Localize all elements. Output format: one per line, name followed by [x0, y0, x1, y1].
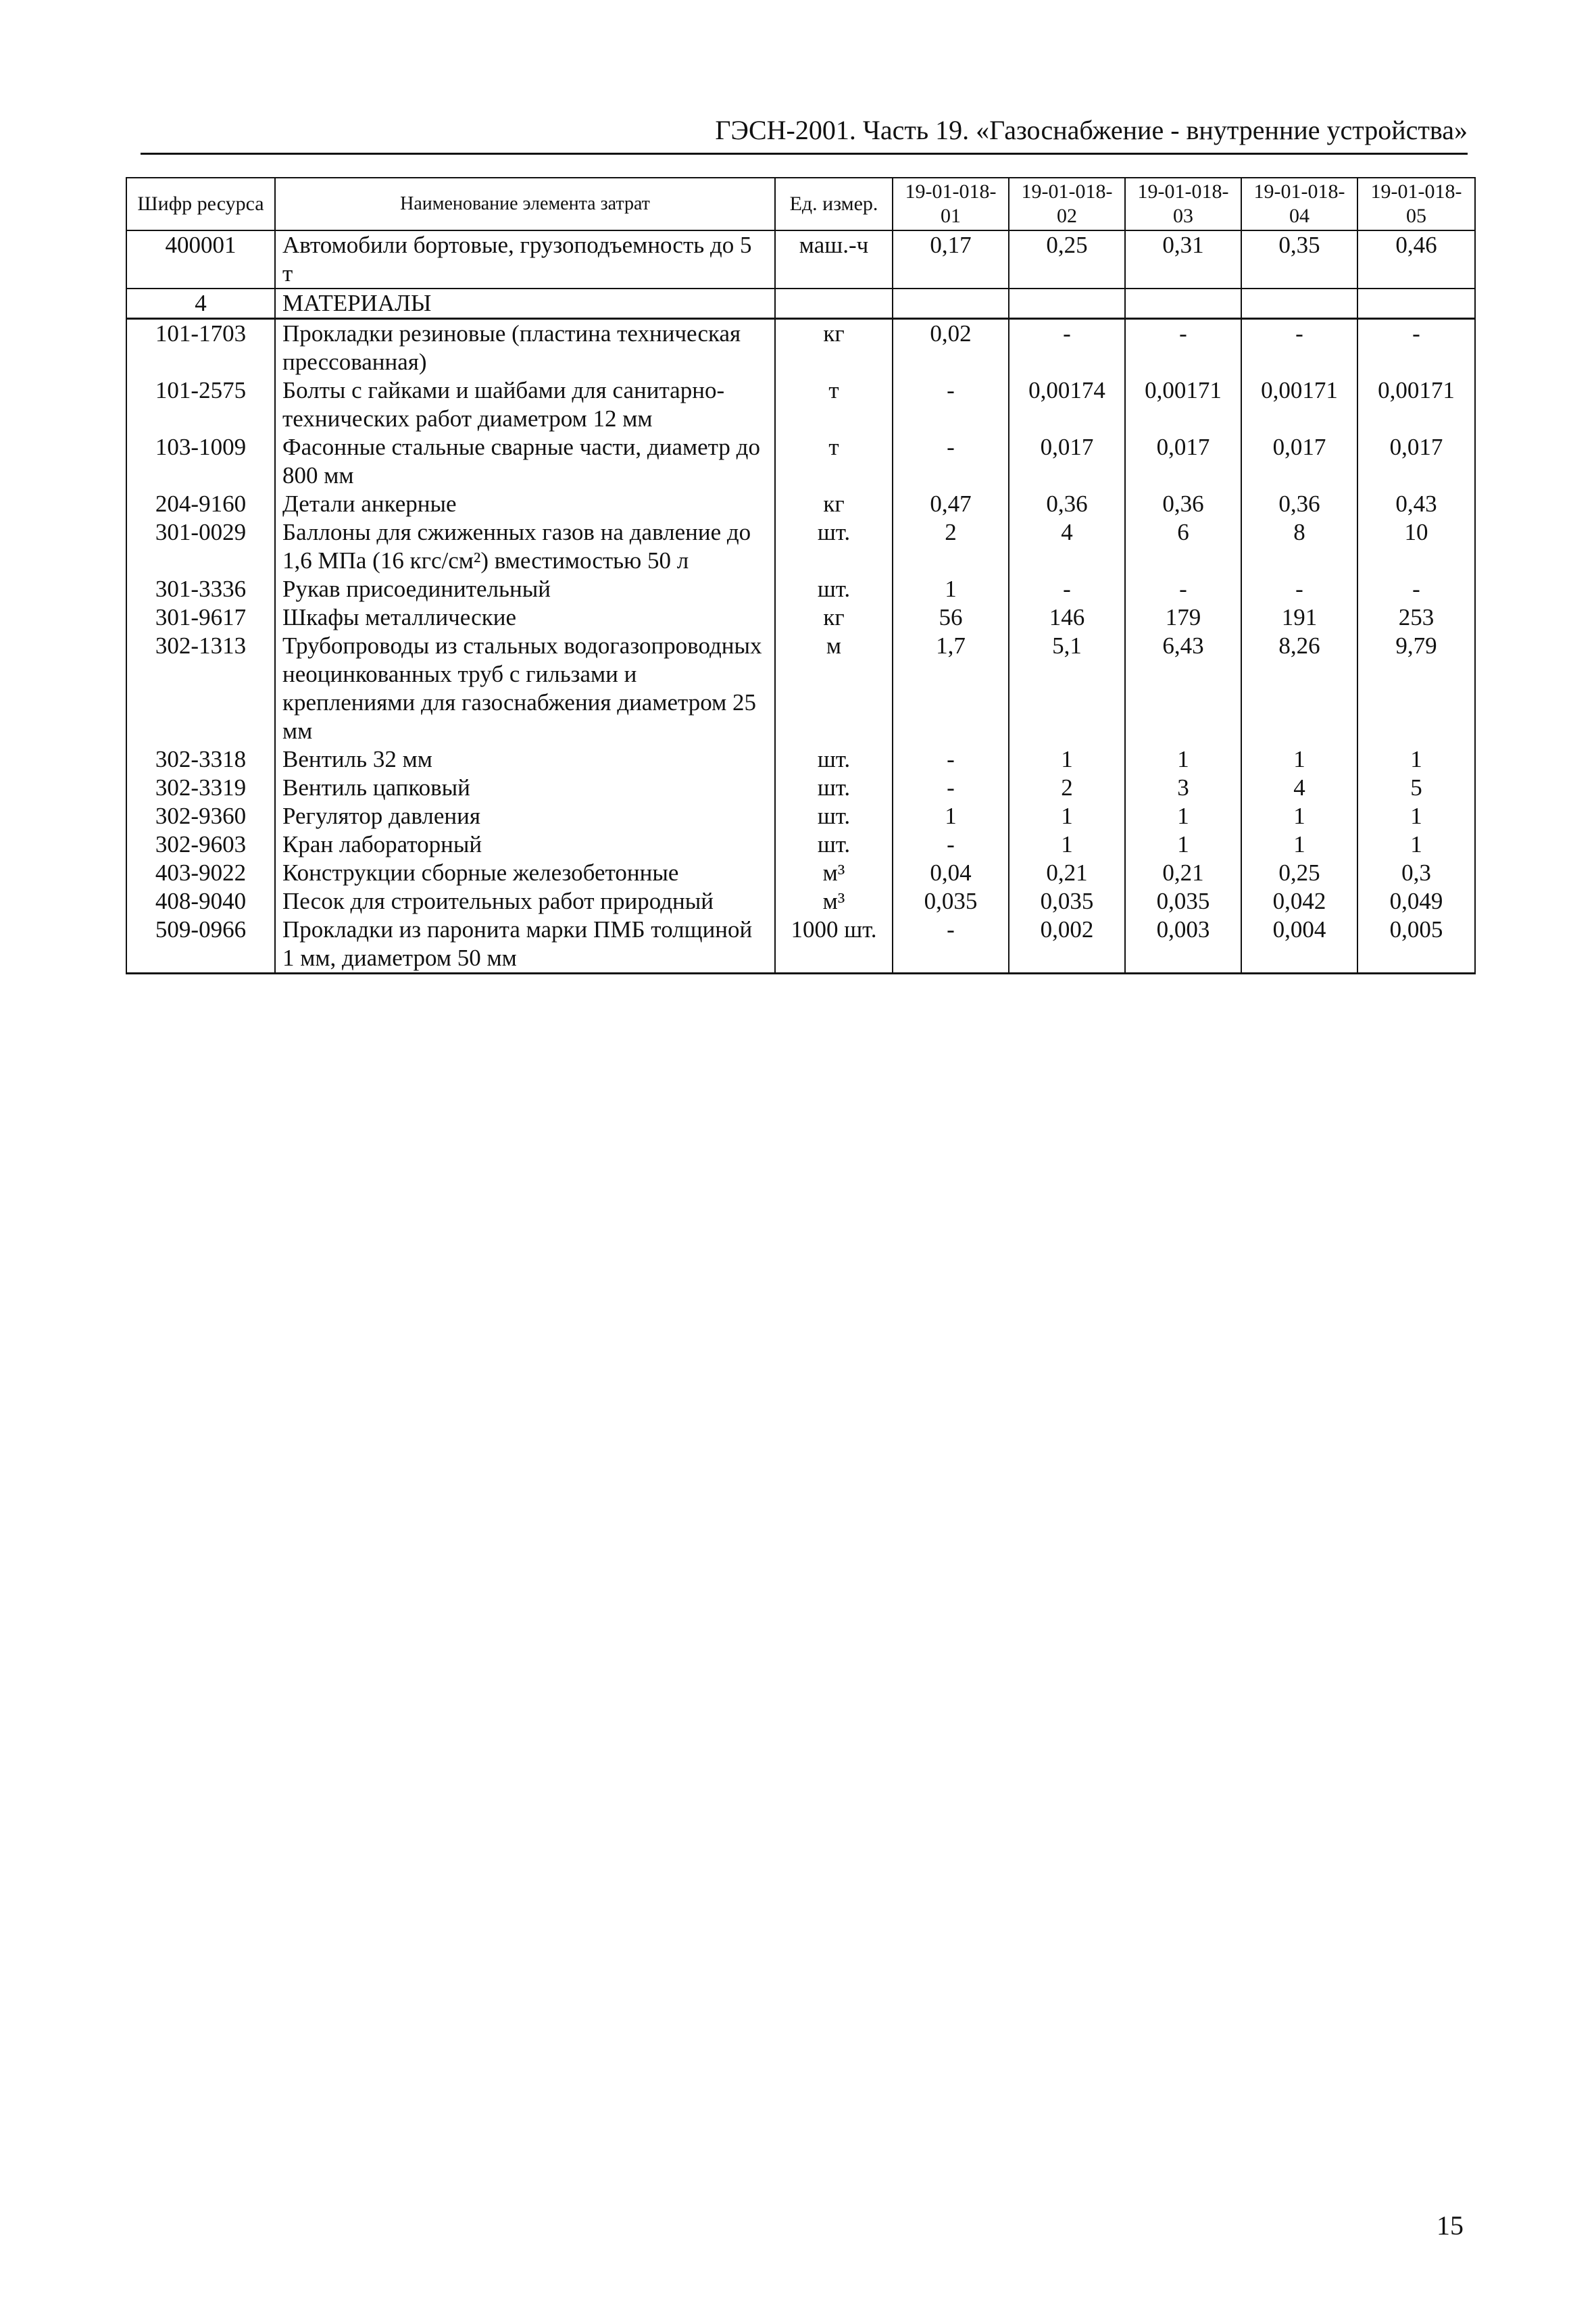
value-c5: - — [1357, 319, 1475, 377]
resource-unit: кг — [775, 603, 893, 632]
resource-code: 301-0029 — [126, 518, 275, 575]
value-c4: 4 — [1241, 774, 1357, 802]
value-c5: 0,017 — [1357, 433, 1475, 490]
value-c2: 0,36 — [1009, 490, 1125, 518]
value-c1: - — [893, 774, 1009, 802]
value-c3: 0,00171 — [1125, 376, 1241, 433]
table-row — [126, 490, 1475, 518]
col-header-c4: 19-01-018-04 — [1241, 178, 1357, 230]
resource-unit: м — [775, 632, 893, 745]
value-c4: 0,042 — [1241, 887, 1357, 916]
resource-code: 204-9160 — [126, 490, 275, 518]
value-c2: 4 — [1009, 518, 1125, 575]
resource-code: 103-1009 — [126, 433, 275, 490]
page-number: 15 — [1437, 2210, 1464, 2241]
value-c4: 0,00171 — [1241, 376, 1357, 433]
resource-code: 302-3318 — [126, 745, 275, 774]
value-c2: 2 — [1009, 774, 1125, 802]
value-c5: 0,46 — [1357, 230, 1475, 289]
value-c4: 0,017 — [1241, 433, 1357, 490]
value-c1: 0,17 — [893, 230, 1009, 289]
value-c2: 0,002 — [1009, 916, 1125, 974]
value-c1: 0,04 — [893, 859, 1009, 887]
col-header-unit: Ед. измер. — [775, 178, 893, 230]
value-c3: 6,43 — [1125, 632, 1241, 745]
table-row — [126, 575, 1475, 603]
value-c3: 1 — [1125, 802, 1241, 830]
resource-code: 302-1313 — [126, 632, 275, 745]
resource-name: Прокладки резиновые (пластина техническая прессованная) — [275, 319, 775, 377]
resource-name: Конструкции сборные железобетонные — [275, 859, 775, 887]
value-c1: 0,47 — [893, 490, 1009, 518]
resource-unit: м³ — [775, 887, 893, 916]
value-c2: 146 — [1009, 603, 1125, 632]
value-c3: 0,21 — [1125, 859, 1241, 887]
section-code: 4 — [126, 289, 275, 319]
value-c4: 0,004 — [1241, 916, 1357, 974]
resource-name: Регулятор давления — [275, 802, 775, 830]
value-c4: 1 — [1241, 830, 1357, 859]
resource-unit: шт. — [775, 774, 893, 802]
value-c3: 0,36 — [1125, 490, 1241, 518]
resource-unit: маш.-ч — [775, 230, 893, 289]
table-row — [126, 887, 1475, 916]
header-title: ГЭСН-2001. Часть 19. «Газоснабжение - внутренние устройства» — [715, 115, 1468, 145]
resource-unit: шт. — [775, 518, 893, 575]
resource-name: Песок для строительных работ природный — [275, 887, 775, 916]
value-c3: 179 — [1125, 603, 1241, 632]
resource-unit: шт. — [775, 802, 893, 830]
value-c4: - — [1241, 319, 1357, 377]
table-row — [126, 830, 1475, 859]
value-c3: 0,017 — [1125, 433, 1241, 490]
table-row — [126, 603, 1475, 632]
value-c3: 1 — [1125, 830, 1241, 859]
table-row — [126, 916, 1475, 974]
resource-name: Вентиль 32 мм — [275, 745, 775, 774]
value-c4: 1 — [1241, 745, 1357, 774]
resource-code: 302-9360 — [126, 802, 275, 830]
materials-list — [126, 319, 1475, 974]
value-c1: 1,7 — [893, 632, 1009, 745]
value-c3: 0,003 — [1125, 916, 1241, 974]
resource-code: 302-3319 — [126, 774, 275, 802]
value-c5: 0,43 — [1357, 490, 1475, 518]
resource-name: Автомобили бортовые, грузоподъемность до 5 т — [275, 230, 775, 289]
value-c2: - — [1009, 319, 1125, 377]
value-c5: 0,3 — [1357, 859, 1475, 887]
value-c4: 1 — [1241, 802, 1357, 830]
resource-code: 301-9617 — [126, 603, 275, 632]
resource-code: 101-1703 — [126, 319, 275, 377]
value-c2: 1 — [1009, 830, 1125, 859]
resource-unit: кг — [775, 319, 893, 377]
section-row — [126, 289, 1475, 319]
table-row — [126, 319, 1475, 377]
table-row — [126, 859, 1475, 887]
value-c1: - — [893, 745, 1009, 774]
resource-code: 101-2575 — [126, 376, 275, 433]
value-c4: 0,36 — [1241, 490, 1357, 518]
value-c1: - — [893, 916, 1009, 974]
value-c2: 5,1 — [1009, 632, 1125, 745]
resource-unit: шт. — [775, 830, 893, 859]
col-header-c2: 19-01-018-02 — [1009, 178, 1125, 230]
value-c5: 0,005 — [1357, 916, 1475, 974]
value-c5: 1 — [1357, 745, 1475, 774]
value-c4: 8,26 — [1241, 632, 1357, 745]
resource-unit: т — [775, 433, 893, 490]
value-c5: 10 — [1357, 518, 1475, 575]
value-c1: - — [893, 376, 1009, 433]
value-c3: 0,035 — [1125, 887, 1241, 916]
table-row — [126, 802, 1475, 830]
resource-code: 408-9040 — [126, 887, 275, 916]
value-c1: 0,02 — [893, 319, 1009, 377]
table-row — [126, 433, 1475, 490]
resource-code: 400001 — [126, 230, 275, 289]
table-row — [126, 632, 1475, 745]
value-c3: 3 — [1125, 774, 1241, 802]
value-c4: 8 — [1241, 518, 1357, 575]
value-c3: 1 — [1125, 745, 1241, 774]
col-header-code: Шифр ресурса — [126, 178, 275, 230]
col-header-c1: 19-01-018-01 — [893, 178, 1009, 230]
resource-name: Детали анкерные — [275, 490, 775, 518]
value-c5: 9,79 — [1357, 632, 1475, 745]
resource-unit: кг — [775, 490, 893, 518]
col-header-c5: 19-01-018-05 — [1357, 178, 1475, 230]
value-c2: 1 — [1009, 745, 1125, 774]
resource-name: Рукав присоединительный — [275, 575, 775, 603]
resource-name: Кран лабораторный — [275, 830, 775, 859]
resource-unit: т — [775, 376, 893, 433]
table-header-row — [126, 178, 1475, 230]
value-c2: 0,21 — [1009, 859, 1125, 887]
table-row — [126, 745, 1475, 774]
resource-unit: шт. — [775, 745, 893, 774]
value-c1: 56 — [893, 603, 1009, 632]
col-header-name: Наименование элемента затрат — [275, 178, 775, 230]
resource-name: Шкафы металлические — [275, 603, 775, 632]
resource-code: 509-0966 — [126, 916, 275, 974]
value-c2: 0,00174 — [1009, 376, 1125, 433]
value-c3: - — [1125, 319, 1241, 377]
section-title: МАТЕРИАЛЫ — [275, 289, 775, 319]
value-c5: 253 — [1357, 603, 1475, 632]
value-c1: 2 — [893, 518, 1009, 575]
value-c5: 5 — [1357, 774, 1475, 802]
value-c5: 0,049 — [1357, 887, 1475, 916]
resource-name: Прокладки из паронита марки ПМБ толщиной 1 мм, диаметром 50 мм — [275, 916, 775, 974]
value-c1: 0,035 — [893, 887, 1009, 916]
table-row — [126, 376, 1475, 433]
value-c1: - — [893, 830, 1009, 859]
value-c5: 1 — [1357, 802, 1475, 830]
resource-code: 301-3336 — [126, 575, 275, 603]
value-c3: - — [1125, 575, 1241, 603]
resource-unit: 1000 шт. — [775, 916, 893, 974]
value-c1: 1 — [893, 575, 1009, 603]
resource-unit: м³ — [775, 859, 893, 887]
value-c3: 6 — [1125, 518, 1241, 575]
resource-name: Баллоны для сжиженных газов на давление до 1,6 МПа (16 кгс/см²) вместимостью 50 л — [275, 518, 775, 575]
resources-table — [126, 177, 1476, 974]
value-c2: 1 — [1009, 802, 1125, 830]
value-c1: - — [893, 433, 1009, 490]
value-c2: 0,017 — [1009, 433, 1125, 490]
resource-name: Вентиль цапковый — [275, 774, 775, 802]
resource-name: Фасонные стальные сварные части, диаметр до 800 мм — [275, 433, 775, 490]
resource-code: 403-9022 — [126, 859, 275, 887]
page-header — [141, 114, 1468, 155]
value-c2: 0,035 — [1009, 887, 1125, 916]
value-c4: 191 — [1241, 603, 1357, 632]
resource-name: Трубопроводы из стальных водогазопроводных неоцинкованных труб с гильзами и креплениями для газоснабжения диаметром 25 мм — [275, 632, 775, 745]
value-c2: - — [1009, 575, 1125, 603]
value-c4: - — [1241, 575, 1357, 603]
resource-unit: шт. — [775, 575, 893, 603]
value-c2: 0,25 — [1009, 230, 1125, 289]
value-c1: 1 — [893, 802, 1009, 830]
resource-name: Болты с гайками и шайбами для санитарно-технических работ диаметром 12 мм — [275, 376, 775, 433]
value-c5: - — [1357, 575, 1475, 603]
value-c5: 0,00171 — [1357, 376, 1475, 433]
value-c5: 1 — [1357, 830, 1475, 859]
table-row — [126, 774, 1475, 802]
value-c4: 0,25 — [1241, 859, 1357, 887]
resource-code: 302-9603 — [126, 830, 275, 859]
col-header-c3: 19-01-018-03 — [1125, 178, 1241, 230]
table-row — [126, 518, 1475, 575]
value-c4: 0,35 — [1241, 230, 1357, 289]
table-row — [126, 230, 1475, 289]
value-c3: 0,31 — [1125, 230, 1241, 289]
